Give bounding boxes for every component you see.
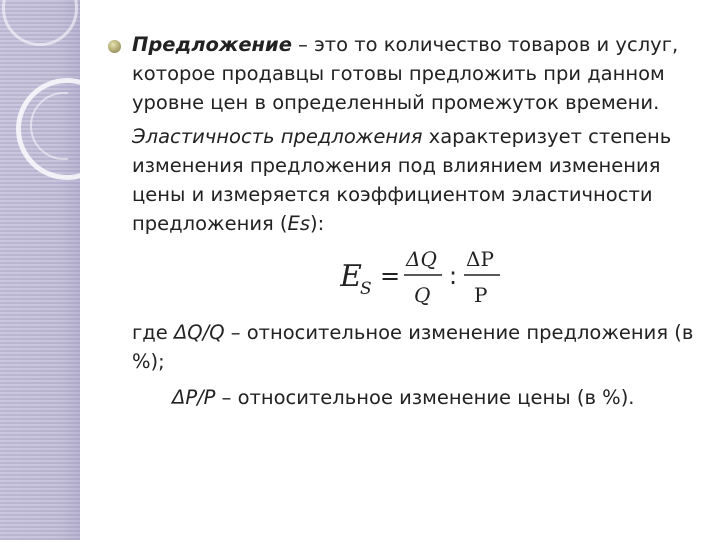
formula-lhs-subscript: S — [360, 279, 372, 299]
definition-elasticity-end: ): — [310, 212, 325, 235]
term-supply: Предложение — [132, 33, 292, 56]
legend-dq-text: – относительное изменение предложения (в %); — [132, 321, 694, 373]
symbol-es: Es — [287, 212, 311, 235]
definition-supply-text: – это то количество товаров и услуг, которое продавцы готовы предложить при данном уровне цен в определенный промежуток времени. — [132, 33, 679, 114]
formula-denominator-q: Q — [414, 283, 431, 307]
definition-elasticity — [132, 122, 702, 238]
bullet-icon — [108, 40, 121, 53]
formula-divide: : — [449, 262, 458, 290]
decorative-sidebar — [0, 0, 80, 540]
legend-dq-prefix: где — [132, 321, 174, 344]
symbol-dp-p: ΔP/P — [172, 386, 216, 409]
legend-dp-text: – относительное изменение цены (в %). — [215, 386, 635, 409]
symbol-dq-q: ΔQ/Q — [173, 321, 225, 344]
definition-elasticity-text: характеризует степень изменения предложения под влиянием изменения цены и измеряется коэффициентом эластичности предложения ( — [132, 125, 672, 235]
definition-supply — [132, 30, 702, 117]
formula-equals: = — [380, 262, 401, 290]
term-elasticity: Эластичность предложения — [132, 125, 423, 148]
legend-dp — [172, 383, 702, 412]
formula-lhs-e: E — [340, 259, 362, 294]
legend-dq — [132, 318, 702, 376]
formula-numerator-dp: ΔP — [466, 247, 494, 271]
elasticity-formula — [340, 242, 520, 310]
formula-numerator-dq: ΔQ — [406, 247, 437, 271]
formula-denominator-p: P — [474, 283, 488, 307]
decorative-arc-icon — [30, 92, 98, 160]
